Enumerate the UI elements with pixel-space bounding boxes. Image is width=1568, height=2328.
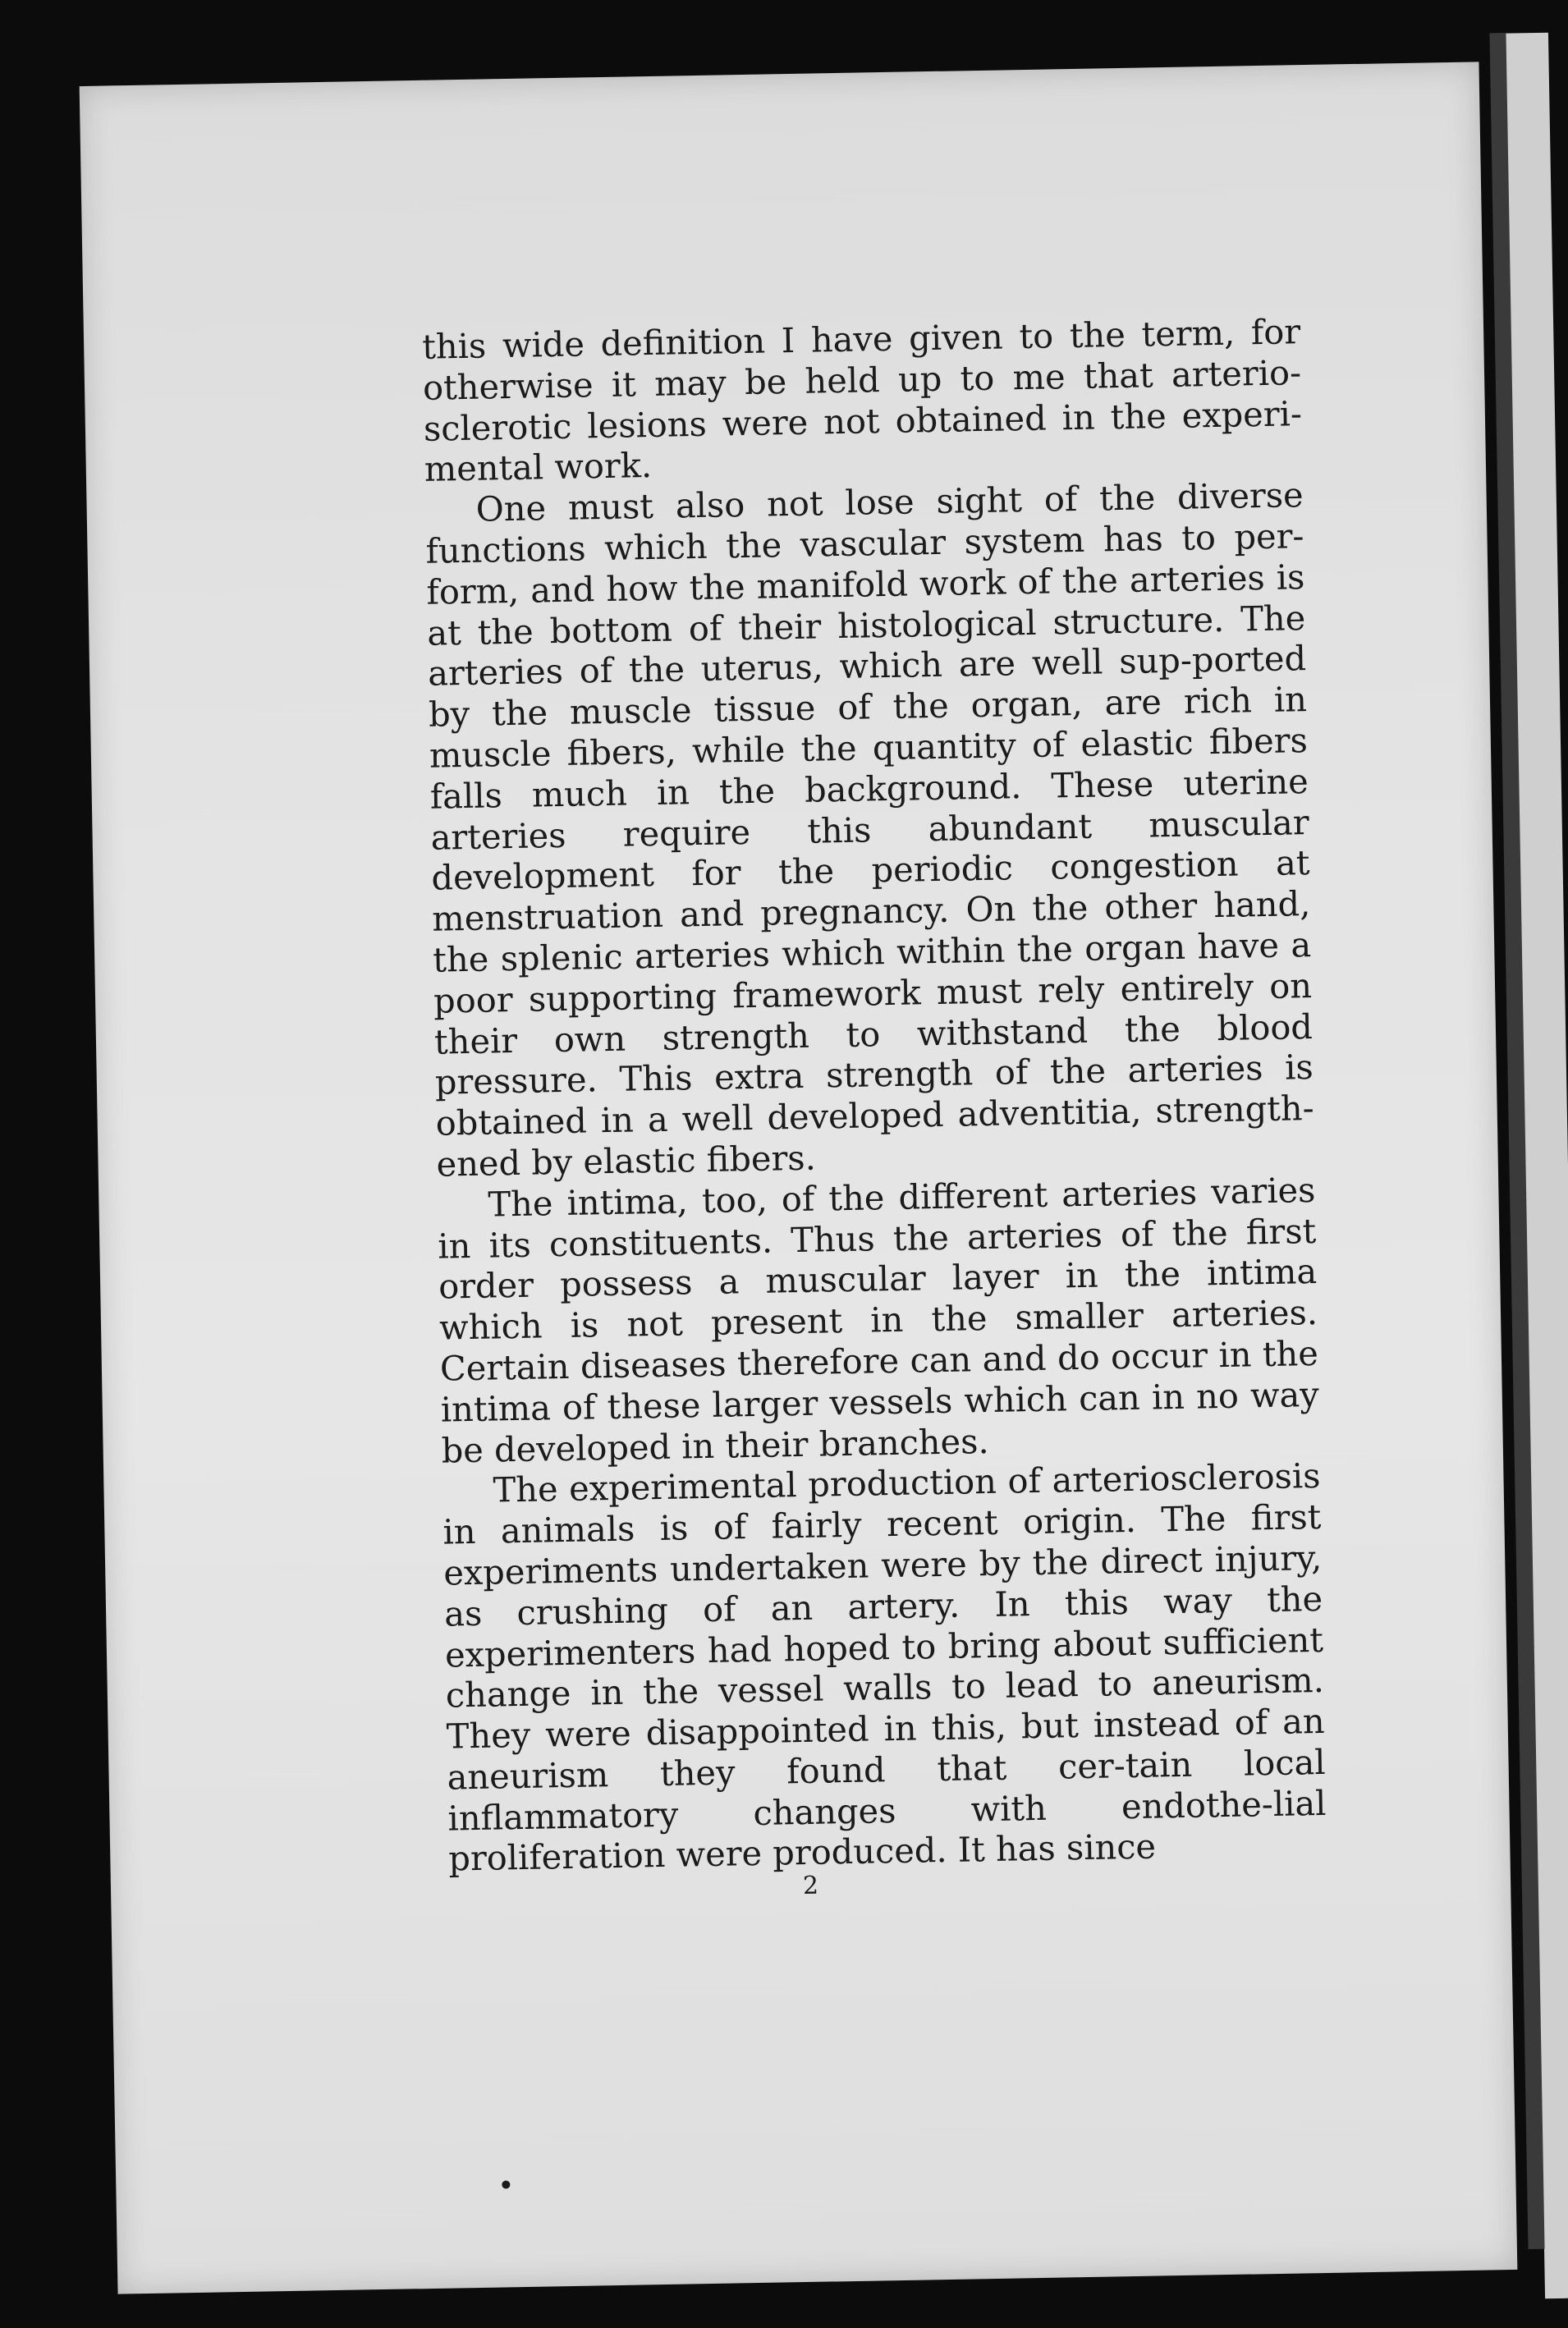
document-page [80, 62, 1518, 2294]
ink-speck [502, 2180, 510, 2188]
paragraph-2: One must also not lose sight of the diverse functions which the vascular system has to per-form, and how the manifold work of the arteries is at the bottom of their histological structure. The arteries of the uterus, which are well sup-ported by the muscle tissue of the organ, are rich in muscle fibers, while the quantity of elastic fibers falls much in the background. These uterine arteries require this abundant muscular development for the periodic congestion at menstruation and pregnancy. On the other hand, the splenic arteries which within the organ have a poor supporting framework must rely entirely on their own strength to withstand the blood pressure. This extra strength of the arteries is obtained in a well developed adventitia, strength-ened by elastic fibers. [425, 474, 1315, 1185]
paragraph-3: The intima, too, of the different arteries varies in its constituents. Thus the arteries of the first order possess a muscular layer in the intima which is not present in the smaller arteries. Certain diseases therefore can and do occur in the intima of these larger vessels which can in no way be developed in their branches. [437, 1169, 1320, 1471]
paragraph-4: The experimental production of arteriosclerosis in animals is of fairly recent origin. The first experiments undertaken were by the direct injury, as crushing of an artery. In this way the experimenters had hoped to bring about sufficient change in the vessel walls to lead to aneurism. They were disappointed in this, but instead of an aneurism they found that cer-tain local inflammatory changes with endothe-lial proliferation were produced. It has since [442, 1455, 1327, 1880]
page-number: 2 [802, 1871, 819, 1901]
body-text [422, 311, 1327, 1880]
paragraph-1: this wide definition I have given to the term, for otherwise it may be held up to me that arterio-sclerotic lesions were not obtained in the experi-mental work. [421, 311, 1303, 490]
